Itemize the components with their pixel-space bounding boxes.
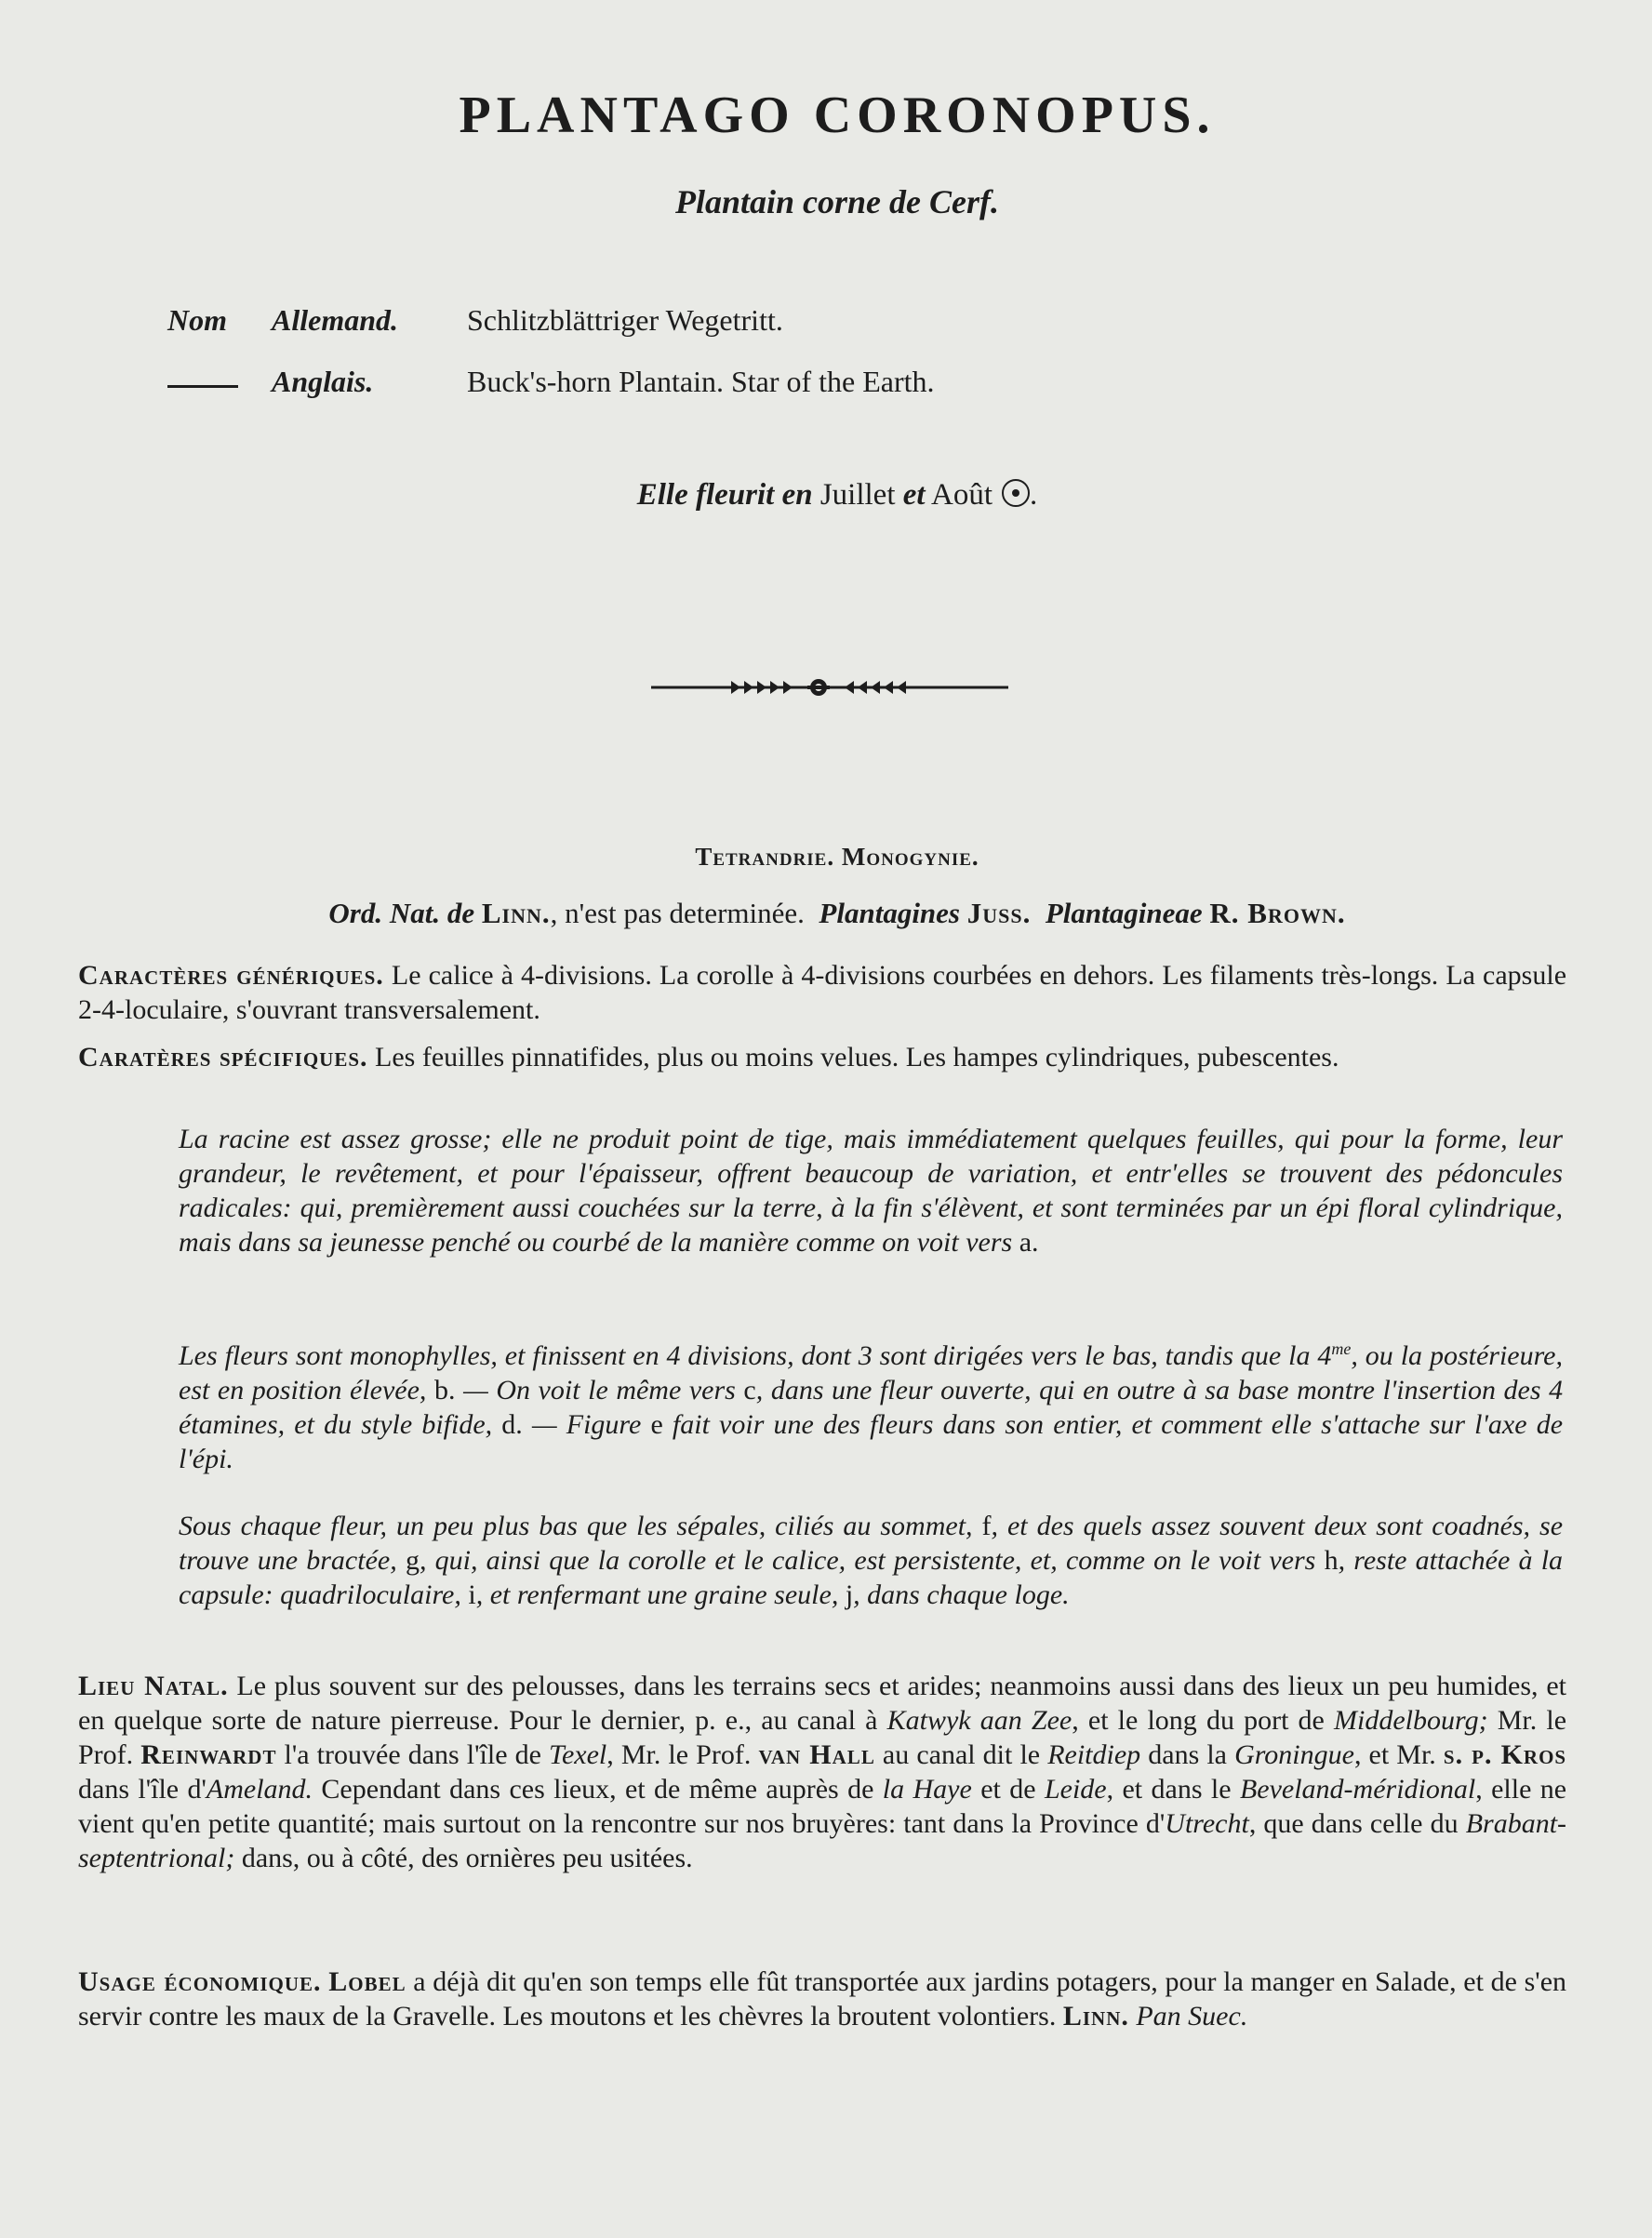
description-text: , ou la postérieure, est en position élevée, xyxy=(179,1340,1563,1405)
section-text: , elle ne vient qu'en petite quantité; mais surtout on la rencontre sur nos bruyères: tant dans la Province d' xyxy=(78,1774,1567,1839)
habitat-section xyxy=(78,1669,1566,1875)
german-name: Schlitzblättriger Wegetritt. xyxy=(467,303,783,337)
place-name: Beveland-méridional xyxy=(1239,1774,1476,1805)
annual-symbol-icon xyxy=(1002,479,1030,507)
place-name: Reitdiep xyxy=(1047,1739,1141,1770)
flowering-month: Août xyxy=(931,478,993,512)
section-text: dans l'île d' xyxy=(78,1774,206,1805)
ditto-dash xyxy=(167,385,238,388)
flowering-text: et xyxy=(902,478,926,512)
figure-ref: i xyxy=(468,1579,476,1610)
section-text: , et dans le xyxy=(1106,1774,1232,1805)
superscript: me xyxy=(1331,1339,1352,1358)
specific-characters xyxy=(78,1040,1566,1074)
natural-order xyxy=(93,897,1581,930)
nom-label: Nom xyxy=(167,303,227,337)
english-name-row xyxy=(167,365,1377,426)
figure-ref: j xyxy=(845,1579,854,1610)
section-heading: Caratères spécifiques. xyxy=(78,1042,368,1072)
description-text: fait voir une des fleurs dans son entier, et comment elle s'attache sur l'axe de l'épi. xyxy=(179,1409,1564,1474)
family-name: Plantagineae xyxy=(1045,897,1203,929)
description-flowers xyxy=(179,1332,1563,1476)
section-text: Le plus souvent sur des pelousses, dans les terrains secs et arides; neanmoins aussi dans des lieux un peu humides, et en quelque sorte de nature pierreuse. Pour le dernier, p. e., au canal à xyxy=(78,1671,1566,1736)
economic-usage xyxy=(78,1965,1566,2033)
place-name: Ameland. xyxy=(206,1774,313,1805)
place-name: Groningue xyxy=(1234,1739,1354,1770)
section-text: dans la xyxy=(1148,1739,1227,1770)
place-name: Brabant-septentrional; xyxy=(78,1808,1567,1873)
place-name: Utrecht xyxy=(1165,1808,1249,1839)
page-title: PLANTAGO CORONOPUS. xyxy=(459,87,1216,144)
linnaean-class: Tetrandrie. Monogynie. xyxy=(695,843,979,871)
description-root xyxy=(179,1122,1563,1259)
description-text: , dans chaque loge. xyxy=(853,1579,1070,1610)
section-text: , et le long du port de xyxy=(1072,1705,1325,1736)
figure-ref: f xyxy=(981,1511,992,1541)
section-text: Mr. le Prof. xyxy=(78,1705,1567,1770)
section-text: , que dans celle du xyxy=(1248,1808,1459,1839)
description-text: , et renfermant une graine seule, xyxy=(475,1579,839,1610)
description-text: , qui, ainsi que la corolle et le calice, est persistente, et, comme on le voit vers xyxy=(419,1545,1316,1576)
person-name: Linn. xyxy=(1062,2001,1129,2032)
english-name: Buck's-horn Plantain. Star of the Earth. xyxy=(467,365,935,398)
english-label: Anglais. xyxy=(272,365,374,398)
section-text: l'a trouvée dans l'île de xyxy=(284,1739,541,1770)
ord-label: Ord. Nat. de xyxy=(328,897,475,929)
person-name: s. p. Kros xyxy=(1443,1739,1567,1770)
section-heading: Caractères génériques. xyxy=(78,960,384,991)
ord-text: , n'est pas determinée. xyxy=(550,897,805,929)
author-juss: Juss. xyxy=(966,897,1032,929)
page-subtitle: Plantain corne de Cerf. xyxy=(675,183,999,220)
section-text: Le calice à 4-divisions. La corolle à 4-divisions courbées en dehors. Les filaments très-longs. La capsule 2-4-loculaire, s'ouvrant transversalement. xyxy=(78,960,1567,1025)
german-name-row xyxy=(167,303,1377,365)
section-text: Les feuilles pinnatifides, plus ou moins velues. Les hampes cylindriques, pubescentes. xyxy=(375,1042,1339,1072)
place-name: Texel xyxy=(549,1739,607,1770)
section-heading: Lieu Natal. xyxy=(78,1671,229,1701)
section-text: Cependant dans ces lieux, et de même auprès de xyxy=(321,1774,874,1805)
person-name: van Hall xyxy=(758,1739,875,1770)
person-name: Reinwardt xyxy=(140,1739,277,1770)
ornament-divider-icon xyxy=(651,673,1008,701)
figure-ref: h xyxy=(1324,1545,1339,1576)
description-text: Les fleurs sont monophylles, et finissent en 4 divisions, dont 3 sont dirigées vers le bas, tandis que la 4 xyxy=(179,1340,1332,1371)
author-linn: Linn. xyxy=(481,897,551,929)
description-text: , reste attachée à la capsule: quadriloculaire, xyxy=(179,1545,1564,1610)
section-text: dans, ou à côté, des ornières peu usitées. xyxy=(241,1843,693,1873)
description-text: — Figure xyxy=(531,1409,642,1440)
section-text: et de xyxy=(980,1774,1036,1805)
flowering-line: Elle fleurit en Juillet et Août . xyxy=(636,478,1038,512)
section-heading: Usage économique. xyxy=(78,1966,322,1997)
work-title: Pan Suec. xyxy=(1136,2001,1248,2032)
section-text: au canal dit le xyxy=(882,1739,1041,1770)
flowering-month: Juillet xyxy=(819,478,896,512)
description-text: , dans une fleur ouverte, qui en outre à sa base montre l'insertion des 4 étamines, et du style bifide, xyxy=(179,1375,1564,1440)
flowering-text: Elle fleurit xyxy=(636,478,775,512)
place-name: Katwyk aan Zee xyxy=(886,1705,1072,1736)
figure-ref: g xyxy=(405,1545,420,1576)
section-text: , et Mr. xyxy=(1353,1739,1436,1770)
figure-ref: a. xyxy=(1019,1227,1039,1258)
common-names xyxy=(167,303,1377,426)
description-text: Sous chaque fleur, un peu plus bas que les sépales, ciliés au sommet, xyxy=(179,1511,973,1541)
description-bracts xyxy=(179,1509,1563,1612)
place-name: Leide xyxy=(1044,1774,1107,1805)
place-name: Middelbourg; xyxy=(1334,1705,1488,1736)
author-brown: R. Brown. xyxy=(1209,897,1346,929)
description-text: — On voit le même vers xyxy=(463,1375,736,1405)
generic-characters xyxy=(78,958,1566,1027)
figure-ref: d. xyxy=(501,1409,523,1440)
description-text: La racine est assez grosse; elle ne produit point de tige, mais immédiatement quelques feuilles, qui pour la forme, leur grandeur, le revêtement, et pour l'épaisseur, offrent beaucoup de variation, et entr'elles se trouvent des pédoncules radicales: qui, premièrement aussi couchées sur la terre, à la fin s'élèvent, et sont terminées par un épi floral cylindrique, mais dans sa jeunesse penché ou courbé de la manière comme on voit vers xyxy=(179,1124,1563,1258)
family-name: Plantagines xyxy=(819,897,961,929)
flowering-text: en xyxy=(781,478,813,512)
german-label: Allemand. xyxy=(272,303,399,337)
section-text: a déjà dit qu'en son temps elle fût transportée aux jardins potagers, pour la manger en Salade, et de s'en servir contre les maux de la Gravelle. Les moutons et les chèvres la broutent volontiers. xyxy=(78,1966,1567,2032)
place-name: la Haye xyxy=(882,1774,972,1805)
figure-ref: c xyxy=(743,1375,756,1405)
person-name: Lobel xyxy=(328,1966,406,1997)
section-text: , Mr. le Prof. xyxy=(606,1739,752,1770)
description-text: , et des quels assez souvent deux sont coadnés, se trouve une bractée, xyxy=(179,1511,1564,1576)
figure-ref: b. xyxy=(434,1375,456,1405)
figure-ref: e xyxy=(650,1409,663,1440)
